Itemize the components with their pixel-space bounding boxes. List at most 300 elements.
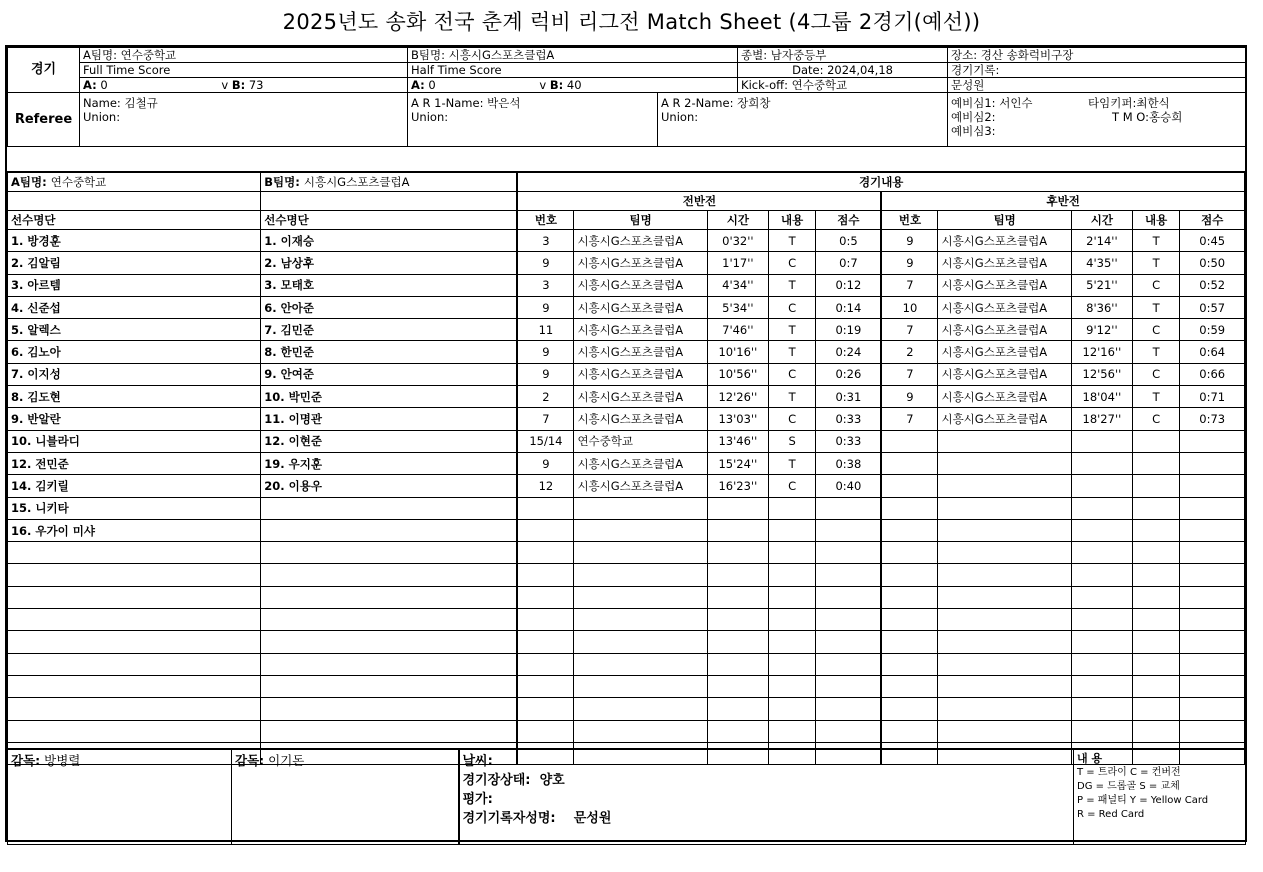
player-a: [8, 698, 261, 720]
second-half-team: [938, 653, 1071, 675]
half-time-score: [408, 78, 738, 93]
player-a: 10. 니블라디: [8, 430, 261, 452]
col-team-2h: 팀명: [938, 211, 1071, 230]
first-half-type: [768, 609, 815, 631]
player-a: 2. 김알림: [8, 252, 261, 274]
ar1-cell: [408, 93, 658, 147]
col-time-2h: 시간: [1071, 211, 1132, 230]
first-half-no: 2: [517, 386, 574, 408]
first-half-no: 9: [517, 363, 574, 385]
recorder: 문성원: [948, 78, 1246, 93]
second-half-no: [881, 698, 938, 720]
referee-name: Name: 김철규: [83, 96, 158, 110]
table-row: [8, 319, 1245, 341]
first-half-score: 0:26: [816, 363, 882, 385]
first-half-no: [517, 519, 574, 541]
player-b: 20. 이용우: [261, 475, 518, 497]
player-b: 11. 이명관: [261, 408, 518, 430]
second-half-time: [1071, 653, 1132, 675]
second-half-score: [1180, 542, 1245, 564]
first-half-time: 0'32'': [707, 230, 768, 252]
first-half-type: S: [768, 430, 815, 452]
coach-b-cell: [232, 749, 459, 845]
half-time-label: Half Time Score: [408, 63, 738, 78]
first-half-time: [707, 542, 768, 564]
first-half-team: [574, 586, 707, 608]
first-half-time: 10'56'': [707, 363, 768, 385]
first-half-no: [517, 698, 574, 720]
first-half-no: 9: [517, 296, 574, 318]
second-half-time: 18'27'': [1071, 408, 1132, 430]
player-a: 3. 아르템: [8, 274, 261, 296]
first-half-score: [816, 609, 882, 631]
reserve-2: 예비심2:: [951, 110, 996, 124]
first-half-score: 0:5: [816, 230, 882, 252]
player-a: 12. 전민준: [8, 452, 261, 474]
full-a-label: A:: [83, 78, 97, 92]
referee-union: Union:: [83, 110, 121, 124]
first-half-type: C: [768, 252, 815, 274]
full-v: v: [221, 78, 229, 92]
first-half-time: [707, 675, 768, 697]
first-half-time: [707, 653, 768, 675]
first-half-score: 0:33: [816, 430, 882, 452]
second-half-time: [1071, 564, 1132, 586]
first-half-score: [816, 720, 882, 742]
table-row: [8, 698, 1245, 720]
reserve-cell: [948, 93, 1246, 147]
first-half-time: 7'46'': [707, 319, 768, 341]
col-no-2h: 번호: [881, 211, 938, 230]
table-row: [8, 363, 1245, 385]
second-half-team: 시흥시G스포츠클럽A: [938, 341, 1071, 363]
weather: 날씨:: [462, 754, 493, 769]
team-a-header: A팀명: 연수중학교: [80, 48, 408, 63]
second-half-score: [1180, 519, 1245, 541]
first-half-team: [574, 542, 707, 564]
recorder-label: 경기기록자성명:: [462, 811, 556, 826]
player-b: 19. 우지훈: [261, 452, 518, 474]
second-half-no: [881, 542, 938, 564]
first-half-no: 7: [517, 408, 574, 430]
first-half-team: 시흥시G스포츠클럽A: [574, 319, 707, 341]
second-half-team: 시흥시G스포츠클럽A: [938, 230, 1071, 252]
second-half-no: [881, 475, 938, 497]
second-half-time: [1071, 475, 1132, 497]
first-half-team: 시흥시G스포츠클럽A: [574, 252, 707, 274]
coach-b-label: 감독:: [235, 753, 265, 768]
timekeeper: 타임키퍼:최한식: [1088, 96, 1170, 110]
table-row: [8, 564, 1245, 586]
col-no-1h: 번호: [517, 211, 574, 230]
second-half-score: 0:64: [1180, 341, 1245, 363]
first-half-score: 0:19: [816, 319, 882, 341]
player-a: [8, 653, 261, 675]
second-half-team: [938, 586, 1071, 608]
table-row: [8, 296, 1245, 318]
match-content-label: 경기내용: [517, 172, 1244, 192]
second-half-time: 5'21'': [1071, 274, 1132, 296]
first-half-team: 시흥시G스포츠클럽A: [574, 363, 707, 385]
second-half-time: 4'35'': [1071, 252, 1132, 274]
second-half-no: [881, 452, 938, 474]
player-b: [261, 720, 518, 742]
second-half-team: [938, 564, 1071, 586]
player-a: 8. 김도현: [8, 386, 261, 408]
first-half-score: [816, 586, 882, 608]
player-b: [261, 675, 518, 697]
player-a: 14. 김키릴: [8, 475, 261, 497]
referee-cell: [80, 93, 408, 147]
table-row: [8, 653, 1245, 675]
first-half-time: [707, 720, 768, 742]
first-half-no: [517, 720, 574, 742]
col-type-2h: 내용: [1132, 211, 1179, 230]
second-half-score: [1180, 653, 1245, 675]
second-half-score: [1180, 430, 1245, 452]
first-half-type: [768, 720, 815, 742]
roster-and-events-table: [7, 171, 1245, 765]
first-half-time: 13'03'': [707, 408, 768, 430]
second-half-type: T: [1132, 230, 1179, 252]
first-half-time: [707, 564, 768, 586]
first-half-no: 3: [517, 274, 574, 296]
player-b: 7. 김민준: [261, 319, 518, 341]
first-half-score: 0:12: [816, 274, 882, 296]
first-half-time: 1'17'': [707, 252, 768, 274]
second-half-no: [881, 564, 938, 586]
first-half-no: [517, 564, 574, 586]
table-row: [8, 675, 1245, 697]
second-half-time: 8'36'': [1071, 296, 1132, 318]
second-half-type: [1132, 631, 1179, 653]
first-half-type: C: [768, 408, 815, 430]
second-half-no: [881, 720, 938, 742]
first-half-time: 10'16'': [707, 341, 768, 363]
half-b-score: 40: [566, 78, 582, 92]
second-half-team: 시흥시G스포츠클럽A: [938, 296, 1071, 318]
second-half-time: [1071, 497, 1132, 519]
first-half-team: [574, 519, 707, 541]
first-half-team: [574, 609, 707, 631]
first-half-time: [707, 497, 768, 519]
legend-line: R = Red Card: [1077, 809, 1145, 820]
second-half-team: [938, 698, 1071, 720]
conditions-cell: [459, 749, 1074, 845]
first-half-no: 9: [517, 252, 574, 274]
blank-a: [8, 192, 261, 211]
coach-a-label: 감독:: [11, 753, 41, 768]
first-half-score: [816, 631, 882, 653]
player-a: [8, 609, 261, 631]
second-half-team: [938, 452, 1071, 474]
table-row: [8, 497, 1245, 519]
full-a-score: 0: [100, 78, 108, 92]
first-half-score: [816, 542, 882, 564]
second-half-team: [938, 609, 1071, 631]
second-half-team: [938, 519, 1071, 541]
footer-recorder: 문성원: [573, 811, 612, 826]
first-half-type: T: [768, 230, 815, 252]
first-half-time: [707, 698, 768, 720]
second-half-type: [1132, 653, 1179, 675]
first-half-score: [816, 497, 882, 519]
col-team-1h: 팀명: [574, 211, 707, 230]
evaluation: 평가:: [462, 792, 493, 807]
first-half-type: [768, 542, 815, 564]
second-half-time: [1071, 720, 1132, 742]
second-half-score: [1180, 497, 1245, 519]
table-row: [8, 475, 1245, 497]
second-half-no: 10: [881, 296, 938, 318]
player-b: 2. 남상후: [261, 252, 518, 274]
second-half-score: [1180, 475, 1245, 497]
second-half-team: [938, 720, 1071, 742]
second-half-score: [1180, 720, 1245, 742]
first-half-no: 11: [517, 319, 574, 341]
second-half-time: [1071, 542, 1132, 564]
first-half-team: [574, 631, 707, 653]
player-a: 7. 이지성: [8, 363, 261, 385]
second-half-time: [1071, 586, 1132, 608]
first-half-no: 3: [517, 230, 574, 252]
blank-b: [261, 192, 518, 211]
half-v: v: [539, 78, 547, 92]
player-b: 12. 이현준: [261, 430, 518, 452]
first-half-type: T: [768, 386, 815, 408]
col-score-1h: 점수: [816, 211, 882, 230]
second-half-no: 2: [881, 341, 938, 363]
first-half-score: [816, 675, 882, 697]
match-header: [7, 47, 1246, 147]
table-row: [8, 430, 1245, 452]
first-half-type: [768, 564, 815, 586]
first-half-no: [517, 542, 574, 564]
player-a: [8, 542, 261, 564]
second-half-team: [938, 497, 1071, 519]
legend-line: T = 트라이 C = 컨버전: [1077, 767, 1181, 778]
first-half-team: [574, 653, 707, 675]
second-half-type: [1132, 698, 1179, 720]
first-half-type: C: [768, 475, 815, 497]
coach-a: 방병렬: [44, 753, 81, 768]
table-row: [8, 631, 1245, 653]
second-half-time: 9'12'': [1071, 319, 1132, 341]
second-half-type: T: [1132, 386, 1179, 408]
first-half-type: [768, 631, 815, 653]
ground-label: 경기장상태:: [462, 773, 531, 788]
player-b: [261, 542, 518, 564]
player-b: [261, 653, 518, 675]
second-half-type: C: [1132, 408, 1179, 430]
second-half-team: 시흥시G스포츠클럽A: [938, 274, 1071, 296]
reserve-3: 예비심3:: [951, 124, 996, 138]
first-half-time: [707, 631, 768, 653]
second-half-score: 0:71: [1180, 386, 1245, 408]
first-half-score: 0:7: [816, 252, 882, 274]
second-half-type: [1132, 475, 1179, 497]
first-half-time: 4'34'': [707, 274, 768, 296]
first-half-type: C: [768, 363, 815, 385]
page-title: 2025년도 송화 전국 춘계 럭비 리그전 Match Sheet (4그룹 2경기(예선)): [282, 10, 981, 34]
first-half-no: 12: [517, 475, 574, 497]
second-half-type: [1132, 542, 1179, 564]
full-b-score: 73: [248, 78, 264, 92]
first-half-score: [816, 519, 882, 541]
second-half-no: 9: [881, 386, 938, 408]
table-row: [8, 452, 1245, 474]
coach-b: 이기돈: [268, 753, 305, 768]
player-a: 5. 알렉스: [8, 319, 261, 341]
first-half-team: 시흥시G스포츠클럽A: [574, 452, 707, 474]
second-half-type: C: [1132, 363, 1179, 385]
full-b-label: B:: [231, 78, 246, 92]
table-row: [8, 274, 1245, 296]
first-half-type: T: [768, 341, 815, 363]
full-time-score: [80, 78, 408, 93]
ar1-union: Union:: [411, 110, 449, 124]
first-half-type: [768, 497, 815, 519]
second-half-team: 시흥시G스포츠클럽A: [938, 363, 1071, 385]
second-half-time: [1071, 698, 1132, 720]
first-half-type: T: [768, 319, 815, 341]
second-half-no: [881, 675, 938, 697]
player-a: 15. 니키타: [8, 497, 261, 519]
second-half-type: [1132, 519, 1179, 541]
first-half-no: [517, 631, 574, 653]
second-half-time: 12'16'': [1071, 341, 1132, 363]
table-row: [8, 609, 1245, 631]
second-half-score: 0:73: [1180, 408, 1245, 430]
player-a: [8, 586, 261, 608]
second-half-time: [1071, 631, 1132, 653]
first-half-score: 0:40: [816, 475, 882, 497]
tmo: T M O:홍승희: [1112, 110, 1183, 124]
second-half-type: T: [1132, 252, 1179, 274]
ar2-cell: [658, 93, 948, 147]
referee-label: Referee: [8, 93, 80, 147]
legend-line: P = 패널티 Y = Yellow Card: [1077, 795, 1209, 806]
first-half-time: [707, 609, 768, 631]
first-half-score: 0:24: [816, 341, 882, 363]
second-half-score: [1180, 675, 1245, 697]
first-half-team: 시흥시G스포츠클럽A: [574, 274, 707, 296]
first-half-time: 16'23'': [707, 475, 768, 497]
player-b: 6. 안아준: [261, 296, 518, 318]
second-half-type: [1132, 586, 1179, 608]
first-half-no: [517, 586, 574, 608]
first-half-team: [574, 720, 707, 742]
b-team-label: B팀명:: [264, 175, 300, 189]
legend: [1074, 749, 1246, 845]
second-half-type: [1132, 720, 1179, 742]
first-half-time: [707, 586, 768, 608]
second-half-no: 9: [881, 252, 938, 274]
col-players-b: 선수명단: [261, 211, 518, 230]
first-half-team: [574, 497, 707, 519]
first-half-time: 12'26'': [707, 386, 768, 408]
player-a: 6. 김노아: [8, 341, 261, 363]
player-a: [8, 631, 261, 653]
first-half-no: 9: [517, 341, 574, 363]
table-row: [8, 519, 1245, 541]
second-half-time: 2'14'': [1071, 230, 1132, 252]
second-half-score: 0:66: [1180, 363, 1245, 385]
player-a: 16. 우가이 미샤: [8, 519, 261, 541]
full-time-label: Full Time Score: [80, 63, 408, 78]
first-half-type: [768, 675, 815, 697]
player-b: [261, 698, 518, 720]
first-half-type: [768, 519, 815, 541]
second-half-time: [1071, 452, 1132, 474]
player-b: [261, 519, 518, 541]
col-players-a: 선수명단: [8, 211, 261, 230]
second-half-score: [1180, 698, 1245, 720]
second-half-no: [881, 653, 938, 675]
first-half-team: 시흥시G스포츠클럽A: [574, 341, 707, 363]
second-half-score: [1180, 564, 1245, 586]
first-half-team: 시흥시G스포츠클럽A: [574, 386, 707, 408]
second-half-team: 시흥시G스포츠클럽A: [938, 252, 1071, 274]
table-row: [8, 720, 1245, 742]
first-half-time: 15'24'': [707, 452, 768, 474]
footer-table: [7, 748, 1246, 845]
first-half-score: [816, 698, 882, 720]
second-half-type: C: [1132, 274, 1179, 296]
first-half-team: 연수중학교: [574, 430, 707, 452]
player-a: [8, 564, 261, 586]
second-half-score: 0:45: [1180, 230, 1245, 252]
ground-state: 양호: [539, 773, 565, 788]
second-half-score: [1180, 631, 1245, 653]
second-half-type: C: [1132, 319, 1179, 341]
first-half-no: [517, 497, 574, 519]
second-half-team: 시흥시G스포츠클럽A: [938, 319, 1071, 341]
first-half-no: [517, 653, 574, 675]
first-half-label: 전반전: [517, 192, 881, 211]
second-half-no: [881, 586, 938, 608]
first-half-type: T: [768, 274, 815, 296]
second-half-type: [1132, 675, 1179, 697]
second-half-no: 7: [881, 408, 938, 430]
first-half-score: 0:14: [816, 296, 882, 318]
first-half-score: 0:33: [816, 408, 882, 430]
second-half-time: 18'04'': [1071, 386, 1132, 408]
first-half-type: [768, 586, 815, 608]
second-half-time: [1071, 430, 1132, 452]
player-b: 1. 이재승: [261, 230, 518, 252]
player-b: 9. 안여준: [261, 363, 518, 385]
first-half-team: 시흥시G스포츠클럽A: [574, 230, 707, 252]
second-half-team: [938, 475, 1071, 497]
second-half-no: 7: [881, 274, 938, 296]
second-half-score: [1180, 609, 1245, 631]
second-half-score: 0:50: [1180, 252, 1245, 274]
second-half-type: [1132, 564, 1179, 586]
col-score-2h: 점수: [1180, 211, 1245, 230]
second-half-no: [881, 609, 938, 631]
a-team-label-cell: [8, 172, 261, 192]
second-half-no: 9: [881, 230, 938, 252]
player-a: [8, 675, 261, 697]
first-half-no: 9: [517, 452, 574, 474]
second-half-no: [881, 430, 938, 452]
reserve-1: 예비심1: 서인수: [951, 96, 1033, 110]
player-b: 8. 한민준: [261, 341, 518, 363]
ar2-name: A R 2-Name: 장희창: [661, 96, 771, 110]
first-half-no: [517, 675, 574, 697]
second-half-type: [1132, 452, 1179, 474]
